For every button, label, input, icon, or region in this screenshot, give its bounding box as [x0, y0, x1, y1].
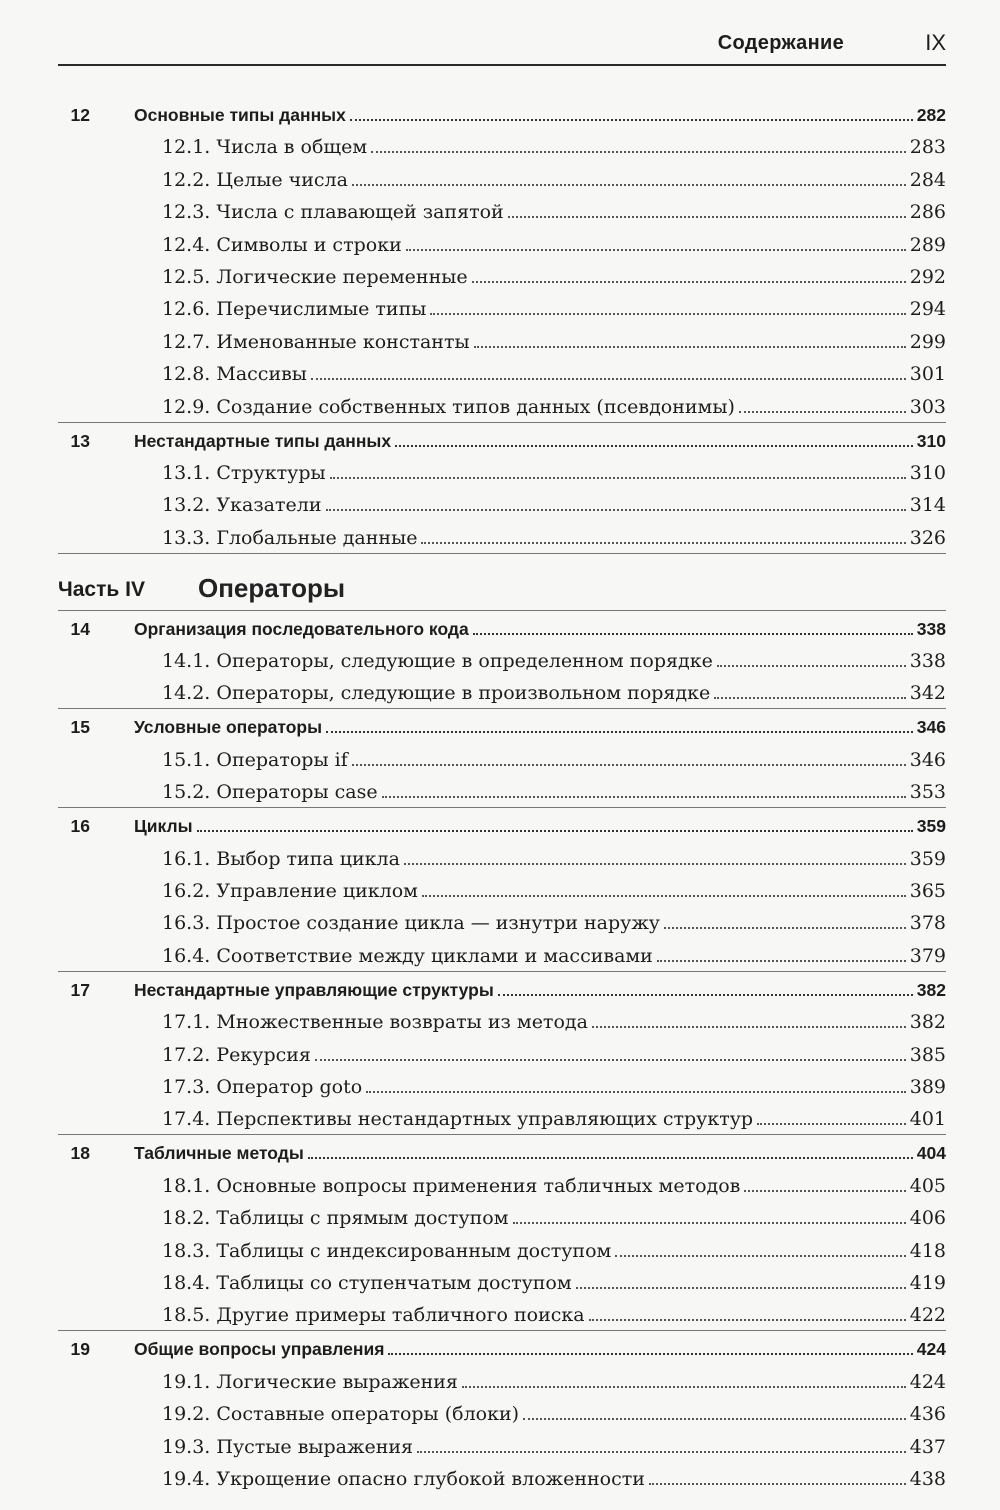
toc-section-entry[interactable] [58, 742, 946, 774]
page-ref: 379 [909, 944, 946, 967]
toc-chapter-entry[interactable] [58, 972, 946, 1005]
toc-chapter-entry[interactable] [58, 709, 946, 742]
page-ref: 424 [916, 1339, 946, 1360]
chapter-number: 13 [70, 430, 90, 451]
section-title: 14.1. Операторы, следующие в определенном порядке [162, 650, 713, 673]
part-title: Операторы [198, 572, 346, 603]
dot-leader [326, 731, 913, 733]
dot-leader [422, 895, 906, 897]
page-ref: 338 [909, 650, 946, 673]
dot-leader [757, 1123, 906, 1125]
section-title: 17.3. Оператор goto [162, 1075, 363, 1098]
toc-section-entry[interactable] [58, 389, 946, 422]
toc-section-entry[interactable] [58, 841, 946, 873]
section-title: 19.4. Укрощение опасно глубокой вложенности [162, 1467, 645, 1490]
toc-section-entry[interactable] [58, 1005, 946, 1037]
dot-leader [717, 665, 906, 667]
toc-section-entry[interactable] [58, 775, 946, 808]
toc-section-entry[interactable] [58, 357, 946, 389]
dot-leader [473, 633, 913, 635]
page-ref: 314 [909, 494, 946, 517]
dot-leader [395, 445, 913, 447]
page-ref: 289 [909, 233, 946, 256]
section-title: 12.3. Числа с плавающей запятой [162, 201, 504, 224]
toc-section-entry[interactable] [58, 1266, 946, 1298]
section-title: 19.1. Логические выражения [162, 1370, 458, 1393]
section-title: 16.1. Выбор типа цикла [162, 847, 400, 870]
dot-leader [657, 960, 906, 962]
dot-leader [430, 313, 905, 315]
page-ref: 342 [909, 682, 946, 705]
dot-leader [406, 249, 906, 251]
dot-leader [523, 1418, 906, 1420]
running-title: Содержание [717, 32, 844, 54]
dot-leader [744, 1190, 905, 1192]
toc-section-entry[interactable] [58, 130, 946, 162]
toc-section-entry[interactable] [58, 906, 946, 938]
toc-section-entry[interactable] [58, 292, 946, 324]
page-ref: 418 [909, 1239, 946, 1262]
section-title: 13.1. Структуры [162, 461, 326, 484]
page-ref: 437 [909, 1435, 946, 1458]
toc-section-entry[interactable] [58, 1233, 946, 1265]
page-ref: 422 [909, 1304, 946, 1327]
page-ref: 378 [909, 912, 946, 935]
chapter-number: 16 [70, 816, 90, 837]
page-ref: 299 [909, 330, 946, 353]
section-title: 12.1. Числа в общем [162, 136, 368, 159]
part-label: Часть IV [58, 577, 145, 601]
page-ref: 404 [916, 1143, 946, 1164]
page-ref: 382 [916, 979, 946, 1000]
toc-section-entry[interactable] [58, 1037, 946, 1069]
dot-leader [417, 1451, 906, 1453]
page-ref: 419 [909, 1271, 946, 1294]
chapter-title: Нестандартные типы данных [134, 430, 392, 451]
page-ref: 326 [909, 526, 946, 549]
section-title: 18.5. Другие примеры табличного поиска [162, 1304, 585, 1327]
page-ref: 310 [909, 461, 946, 484]
section-title: 18.2. Таблицы с прямым доступом [162, 1207, 509, 1230]
chapter-number: 19 [70, 1339, 90, 1360]
section-title: 13.3. Глобальные данные [162, 526, 418, 549]
page-ref: 303 [909, 395, 946, 418]
dot-leader [576, 1287, 906, 1289]
section-title: 12.4. Символы и строки [162, 233, 402, 256]
toc-chapter-entry[interactable] [58, 97, 946, 130]
section-title: 15.1. Операторы if [162, 748, 348, 771]
dot-leader [330, 477, 906, 479]
page-ref: 385 [909, 1043, 946, 1066]
chapter-number: 12 [70, 105, 90, 125]
section-title: 17.2. Рекурсия [162, 1043, 311, 1066]
toc-section-entry[interactable] [58, 324, 946, 356]
section-title: 19.2. Составные операторы (блоки) [162, 1403, 520, 1426]
section-title: 12.9. Создание собственных типов данных (псевдонимы) [162, 395, 735, 418]
toc-section-entry[interactable] [58, 260, 946, 292]
page-ref: 346 [916, 717, 946, 738]
page-ref: 282 [916, 105, 946, 125]
dot-leader [311, 378, 906, 380]
chapter-title: Циклы [134, 816, 193, 837]
section-title: 16.4. Соответствие между циклами и массивами [162, 944, 653, 967]
toc-chapter-entry[interactable] [58, 1135, 946, 1168]
page-ref: 401 [909, 1108, 946, 1131]
page-ref: 424 [909, 1370, 946, 1393]
page-ref: 301 [909, 363, 946, 386]
page-ref: 310 [916, 430, 946, 451]
page-ref: 359 [916, 816, 946, 837]
toc-section-entry[interactable] [58, 938, 946, 971]
toc-section-entry[interactable] [58, 676, 946, 709]
toc-section-entry[interactable] [58, 1168, 946, 1200]
dot-leader [664, 927, 906, 929]
section-title: 13.2. Указатели [162, 494, 322, 517]
dot-leader [308, 1157, 913, 1159]
chapter-number: 14 [70, 618, 90, 639]
table-of-contents [58, 97, 946, 1494]
toc-section-entry[interactable] [58, 1298, 946, 1331]
page-ref: 284 [909, 168, 946, 191]
dot-leader [714, 697, 906, 699]
dot-leader [326, 509, 906, 511]
toc-section-entry[interactable] [58, 1462, 946, 1494]
page-ref: 389 [909, 1075, 946, 1098]
part-heading [58, 554, 946, 611]
toc-section-entry[interactable] [58, 1201, 946, 1233]
page-ref: 359 [909, 847, 946, 870]
toc-section-entry[interactable] [58, 874, 946, 906]
toc-section-entry[interactable] [58, 488, 946, 520]
page-ref: 286 [909, 201, 946, 224]
dot-leader [589, 1319, 906, 1321]
dot-leader [513, 1222, 906, 1224]
section-title: 18.3. Таблицы с индексированным доступом [162, 1239, 612, 1262]
toc-section-entry[interactable] [58, 520, 946, 553]
dot-leader [352, 184, 906, 186]
toc-chapter-entry[interactable] [58, 1331, 946, 1364]
toc-section-entry[interactable] [58, 456, 946, 488]
section-title: 12.5. Логические переменные [162, 265, 468, 288]
toc-section-entry[interactable] [58, 644, 946, 676]
chapter-number: 17 [70, 979, 90, 1000]
chapter-title: Общие вопросы управления [134, 1339, 385, 1360]
dot-leader [739, 411, 906, 413]
page-ref: 283 [909, 136, 946, 159]
section-title: 19.3. Пустые выражения [162, 1435, 414, 1458]
chapter-title: Основные типы данных [134, 105, 346, 125]
section-title: 12.6. Перечислимые типы [162, 298, 427, 321]
page-ref: 405 [909, 1174, 946, 1197]
section-title: 17.1. Множественные возвраты из метода [162, 1011, 588, 1034]
dot-leader [592, 1026, 906, 1028]
section-title: 12.7. Именованные константы [162, 330, 470, 353]
chapter-title: Табличные методы [134, 1143, 304, 1164]
toc-section-entry[interactable] [58, 1102, 946, 1135]
page-ref: 365 [909, 880, 946, 903]
page-header [58, 28, 946, 66]
dot-leader [197, 830, 913, 832]
section-title: 18.1. Основные вопросы применения табличных методов [162, 1174, 741, 1197]
toc-section-entry[interactable] [58, 1364, 946, 1396]
dot-leader [350, 119, 913, 121]
dot-leader [421, 542, 905, 544]
section-title: 16.3. Простое создание цикла — изнутри наружу [162, 912, 660, 935]
chapter-title: Организация последовательного кода [134, 618, 469, 639]
page-ref: 338 [916, 618, 946, 639]
toc-chapter-entry[interactable] [58, 808, 946, 841]
chapter-number: 18 [70, 1143, 90, 1164]
section-title: 17.4. Перспективы нестандартных управляющих структур [162, 1108, 754, 1131]
toc-chapter-entry[interactable] [58, 423, 946, 456]
section-title: 16.2. Управление циклом [162, 880, 418, 903]
dot-leader [315, 1059, 906, 1061]
dot-leader [508, 216, 906, 218]
toc-section-entry[interactable] [58, 162, 946, 194]
page-ref: 406 [909, 1207, 946, 1230]
dot-leader [615, 1255, 905, 1257]
page-ref: 346 [909, 748, 946, 771]
dot-leader [472, 281, 906, 283]
page-ref: 438 [909, 1467, 946, 1490]
chapter-title: Условные операторы [134, 717, 323, 738]
dot-leader [462, 1386, 906, 1388]
dot-leader [366, 1091, 906, 1093]
section-title: 14.2. Операторы, следующие в произвольном порядке [162, 682, 711, 705]
section-title: 12.8. Массивы [162, 363, 307, 386]
dot-leader [649, 1483, 906, 1485]
dot-leader [382, 796, 906, 798]
dot-leader [352, 764, 906, 766]
chapter-number: 15 [70, 717, 90, 738]
dot-leader [474, 346, 906, 348]
dot-leader [404, 863, 906, 865]
toc-section-entry[interactable] [58, 1070, 946, 1102]
chapter-title: Нестандартные управляющие структуры [134, 979, 494, 1000]
section-title: 12.2. Целые числа [162, 168, 348, 191]
dot-leader [388, 1353, 912, 1355]
dot-leader [371, 151, 906, 153]
toc-section-entry[interactable] [58, 227, 946, 259]
section-title: 18.4. Таблицы со ступенчатым доступом [162, 1271, 572, 1294]
page-ref: 292 [909, 265, 946, 288]
toc-section-entry[interactable] [58, 1429, 946, 1461]
toc-chapter-entry[interactable] [58, 611, 946, 644]
section-title: 15.2. Операторы case [162, 781, 378, 804]
page-ref: 382 [909, 1011, 946, 1034]
toc-section-entry[interactable] [58, 195, 946, 227]
page-ref: 294 [909, 298, 946, 321]
page-ref: 353 [909, 781, 946, 804]
dot-leader [498, 994, 913, 996]
toc-section-entry[interactable] [58, 1397, 946, 1429]
page-ref: 436 [909, 1403, 946, 1426]
page-number: IX [925, 30, 946, 55]
